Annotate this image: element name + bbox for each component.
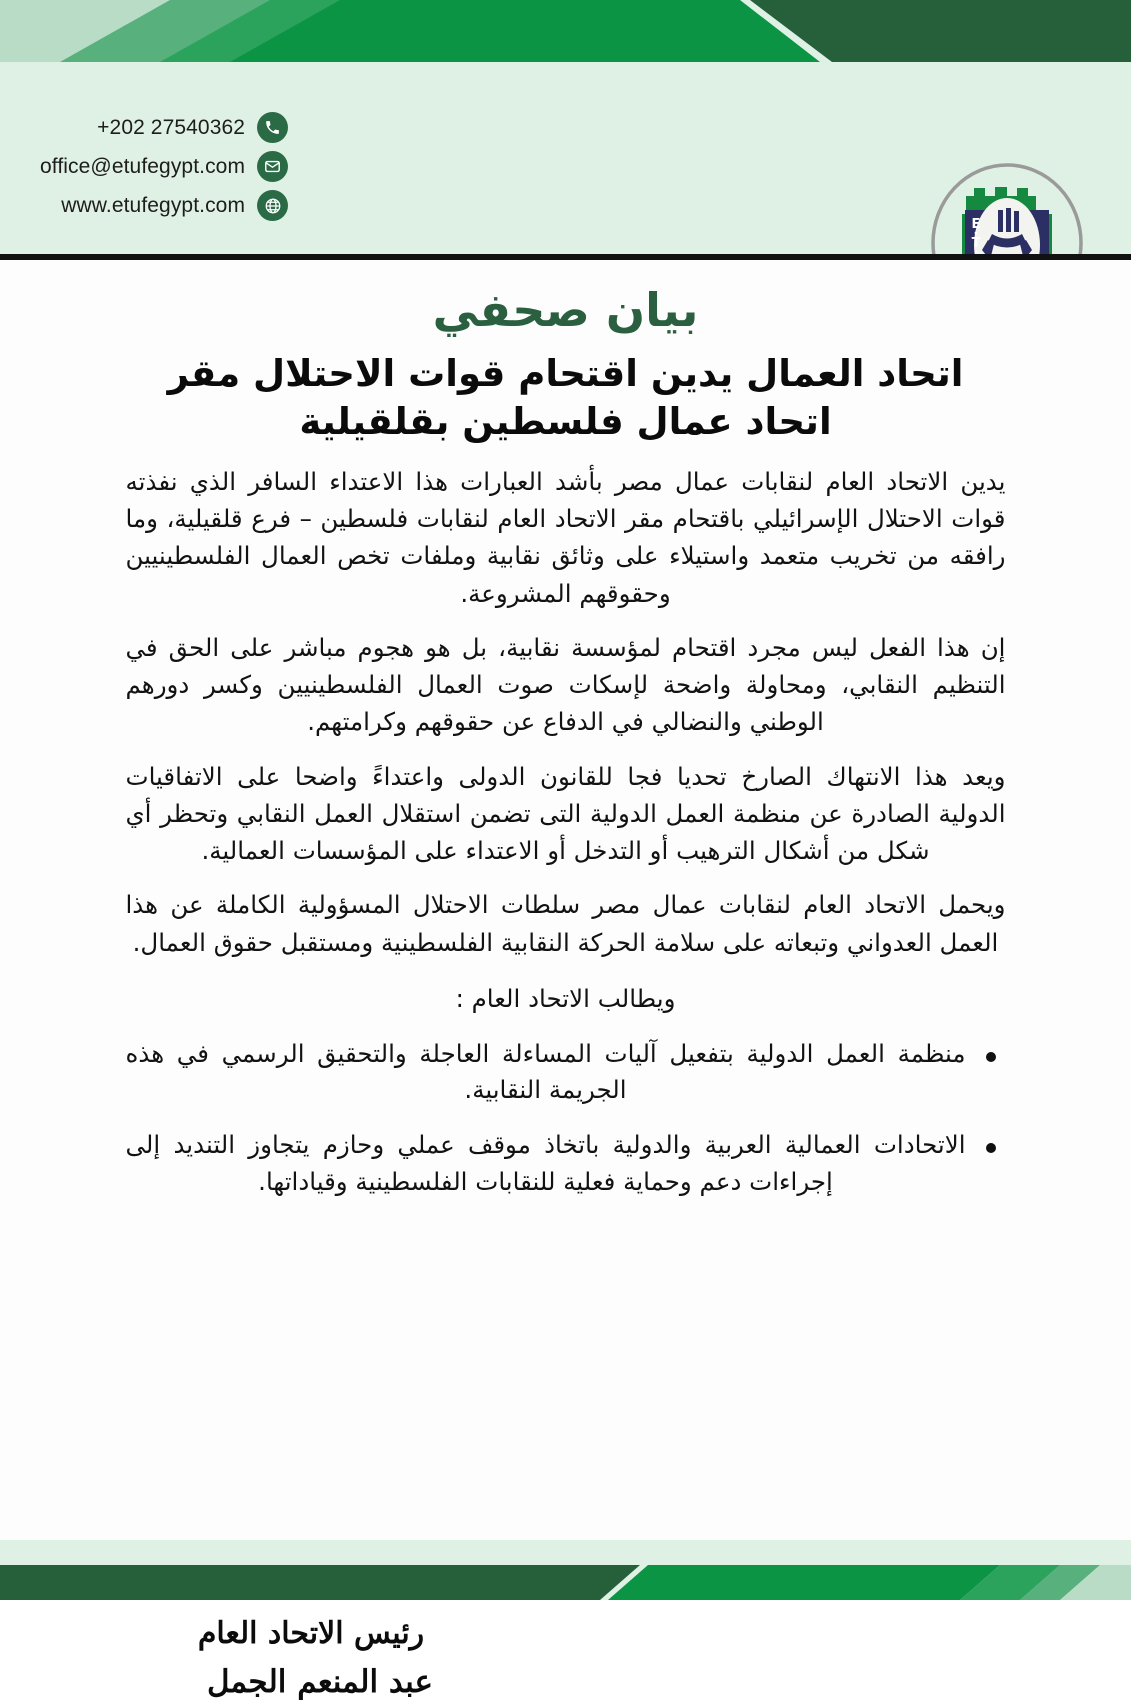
list-item: منظمة العمل الدولية بتفعيل آليات المساءلة العاجلة والتحقيق الرسمي في هذه الجريمة النقابية.	[126, 1036, 1006, 1110]
press-release-kicker: بيان صحفي	[0, 286, 1131, 334]
demands-lead-in: ويطالب الاتحاد العام :	[126, 981, 1006, 1018]
globe-icon	[257, 190, 288, 221]
svg-text:E: E	[972, 217, 981, 232]
page-title: اتحاد العمال يدين اقتحام قوات الاحتلال مقر اتحاد عمال فلسطين بقلقيلية	[126, 350, 1006, 445]
contact-row-website	[40, 186, 288, 225]
signature-name: عبد المنعم الجمل	[131, 1663, 509, 1701]
letterhead-header	[0, 70, 1131, 254]
paragraph-1: يدين الاتحاد العام لنقابات عمال مصر بأشد العبارات هذا الاعتداء السافر الذي نفذته قوات الاحتلال الإسرائيلي باقتحام مقر الاتحاد العام لنقابات فلسطين – فرع قلقيلية، وما رافقه من تخريب متعمد واستيلاء على وثائق نقابية وملفات تخص العمال الفلسطينيين وحقوقهم المشروعة.	[126, 463, 1006, 612]
list-item: الاتحادات العمالية العربية والدولية باتخاذ موقف عملي وحازم يتجاوز التنديد إلى إجراءات دعم وحماية فعلية للنقابات الفلسطينية وقياداتها.	[126, 1127, 1006, 1201]
website-value: www.etufegypt.com	[61, 194, 245, 218]
paragraph-3: ويعد هذا الانتهاك الصارخ تحديا فجا للقانون الدولى واعتداءً واضحا على الاتفاقيات الدولية الصادرة عن منظمة العمل الدولية التى تضمن استقلال العمل النقابي وتحظر أي شكل من أشكال الترهيب أو التدخل أو الاعتداء على المؤسسات العمالية.	[126, 758, 1006, 870]
email-icon	[257, 151, 288, 182]
paragraph-2: إن هذا الفعل ليس مجرد اقتحام لمؤسسة نقابية، بل هو هجوم مباشر على الحق في التنظيم النقابي، ومحاولة واضحة لإسكات صوت العمال الفلسطينيين وكسر دورهم الوطني والنضالي في الدفاع عن حقوقهم وكرامتهم.	[126, 629, 1006, 741]
phone-value: +202 27540362	[97, 116, 245, 140]
contact-row-phone	[40, 108, 288, 147]
banner-band-dark	[0, 1565, 640, 1600]
email-value: office@etufegypt.com	[40, 155, 245, 179]
banner-band-bright	[608, 1565, 1000, 1600]
paragraph-4: ويحمل الاتحاد العام لنقابات عمال مصر سلطات الاحتلال المسؤولية الكاملة عن هذا العمل العدواني وتبعاته على سلامة الحركة النقابية الفلسطينية ومستقبل حقوق العمال.	[126, 886, 1006, 960]
signature-block	[131, 1615, 491, 1701]
bottom-decorative-banner	[0, 1540, 1131, 1600]
contact-row-email	[40, 147, 288, 186]
top-decorative-banner	[0, 0, 1131, 70]
svg-text:T: T	[972, 236, 981, 251]
document-body	[0, 260, 1131, 1540]
phone-icon	[257, 112, 288, 143]
demands-list	[126, 1036, 1006, 1201]
signature-role: رئيس الاتحاد العام	[131, 1615, 491, 1653]
body-content	[126, 463, 1006, 1201]
contact-block	[40, 108, 288, 225]
